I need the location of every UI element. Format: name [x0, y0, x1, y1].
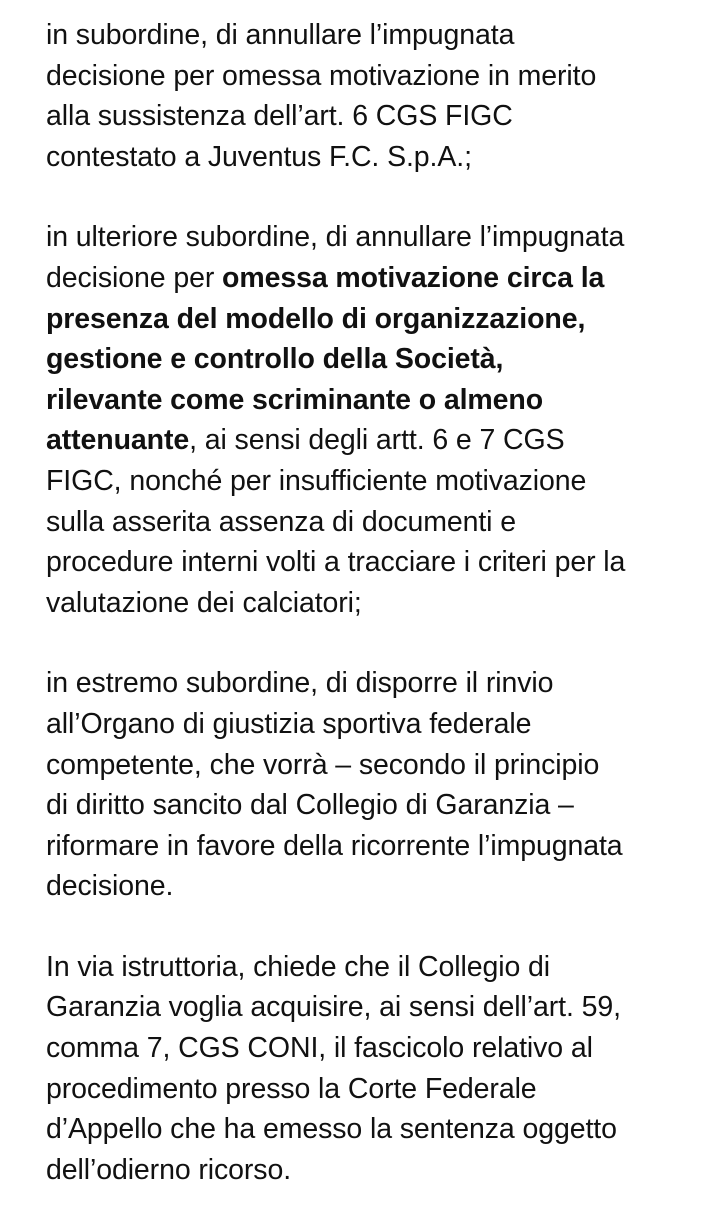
bold-text-run: attenuante	[46, 424, 190, 457]
text-run: contestato a Juventus F.C. S.p.A.;	[46, 140, 472, 173]
text-line	[46, 987, 680, 1028]
text-run: In via istruttoria, chiede che il Collegio di	[46, 950, 551, 983]
text-line	[46, 542, 680, 583]
text-run: decisione.	[46, 870, 174, 903]
text-line	[46, 258, 680, 299]
text-line	[46, 217, 680, 258]
text-line	[46, 1109, 680, 1150]
text-run: Garanzia voglia acquisire, ai sensi dell’art. 59,	[46, 991, 621, 1024]
text-run: procedimento presso la Corte Federale	[46, 1072, 537, 1105]
text-line	[46, 866, 680, 907]
paragraph-estremo-subordine	[46, 663, 680, 907]
text-line	[46, 663, 680, 704]
text-run: sulla asserita assenza di documenti e	[46, 505, 516, 538]
text-run: dell’odierno ricorso.	[46, 1153, 292, 1186]
text-run: riformare in favore della ricorrente l’impugnata	[46, 829, 623, 862]
bold-text-run: gestione e controllo della Società,	[46, 343, 504, 376]
text-line	[46, 583, 680, 624]
text-line	[46, 137, 680, 178]
text-run: in subordine, di annullare l’impugnata	[46, 19, 515, 51]
paragraph-istruttoria	[46, 947, 680, 1191]
text-line	[46, 1150, 680, 1191]
paragraph-ulteriore-subordine	[46, 217, 680, 623]
text-line	[46, 299, 680, 340]
text-run: , ai sensi degli artt. 6 e 7 CGS	[189, 424, 565, 457]
text-run: alla sussistenza dell’art. 6 CGS FIGC	[46, 100, 513, 133]
text-line	[46, 461, 680, 502]
text-line	[46, 704, 680, 745]
text-line	[46, 826, 680, 867]
text-run: FIGC, nonché per insufficiente motivazione	[46, 464, 587, 497]
text-line	[46, 15, 680, 56]
text-run: di diritto sancito dal Collegio di Garanzia –	[46, 789, 574, 822]
bold-text-run: presenza del modello di organizzazione,	[46, 302, 586, 335]
text-line	[46, 420, 680, 461]
text-run: in estremo subordine, di disporre il rinvio	[46, 667, 554, 700]
text-line	[46, 947, 680, 988]
text-line	[46, 502, 680, 543]
text-run: decisione per	[46, 261, 223, 294]
text-line	[46, 785, 680, 826]
text-line	[46, 745, 680, 786]
text-run: competente, che vorrà – secondo il principio	[46, 748, 600, 781]
bold-text-run: omessa motivazione circa la	[222, 261, 605, 294]
text-run: decisione per omessa motivazione in merito	[46, 59, 597, 92]
text-line	[46, 339, 680, 380]
bold-text-run: rilevante come scriminante o almeno	[46, 383, 544, 416]
text-run: comma 7, CGS CONI, il fascicolo relativo al	[46, 1032, 593, 1065]
text-run: d’Appello che ha emesso la sentenza oggetto	[46, 1113, 617, 1146]
paragraph-subordine	[46, 15, 680, 177]
text-run: in ulteriore subordine, di annullare l’impugnata	[46, 221, 625, 254]
text-line	[46, 380, 680, 421]
text-line	[46, 56, 680, 97]
text-run: valutazione dei calciatori;	[46, 586, 362, 619]
text-run: all’Organo di giustizia sportiva federale	[46, 707, 532, 740]
text-line	[46, 1069, 680, 1110]
text-line	[46, 1028, 680, 1069]
text-run: procedure interni volti a tracciare i criteri per la	[46, 546, 626, 579]
text-line	[46, 96, 680, 137]
